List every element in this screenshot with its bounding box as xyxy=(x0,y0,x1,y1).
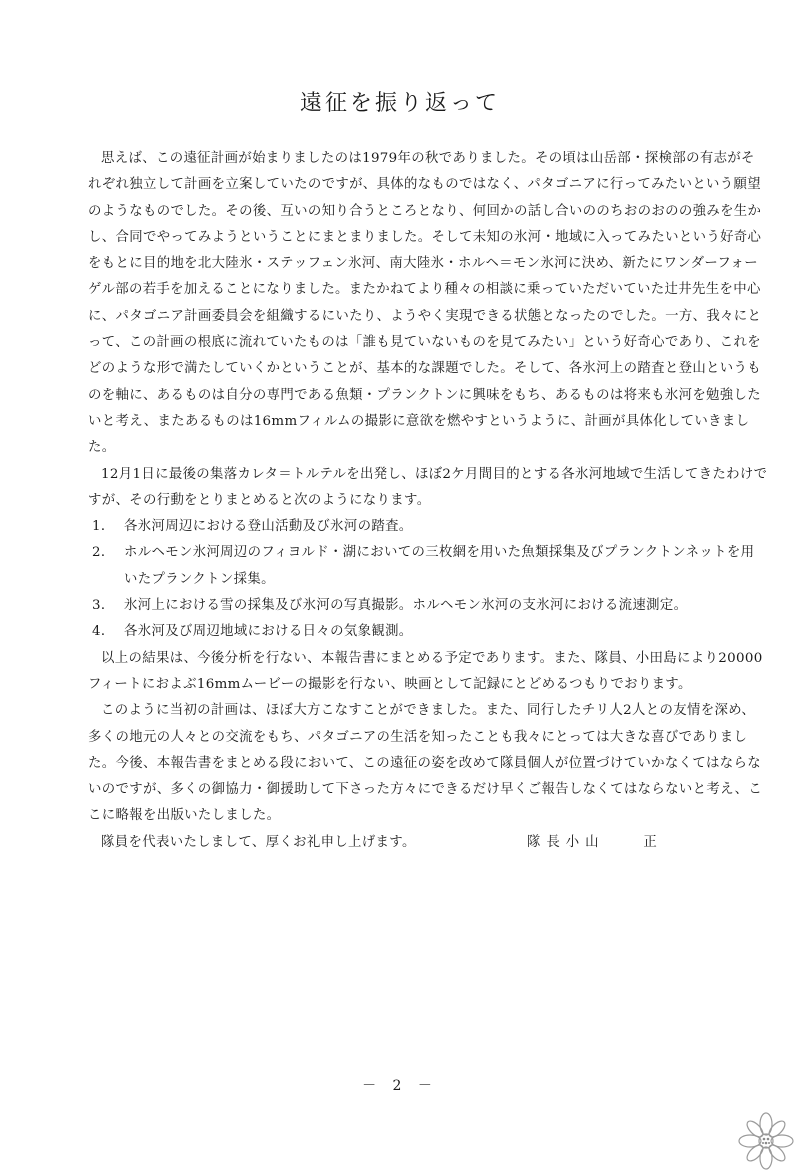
signature: 隊長小山 正 xyxy=(527,835,663,850)
paragraph-origin: 思えば、この遠征計画が始まりましたのは1979年の秋でありました。その頃は山岳部・探検部の有志がそれぞれ独立して計画を立案していたのですが、具体的なものではなく、パタゴニアに行ってみたいという願望のようなものでした。その後、互いの知り合うところとなり、何回かの話し合いののちおのおのの強みを生かし、合同でやってみようということにまとまりました。そして未知の氷河・地域に入ってみたいという好奇心をもとに目的地を北大陸氷・ステッフェン氷河、南大陸氷・ホルヘ＝モン氷河に決め、新たにワンダーフォーゲル部の若手を加えることになりました。またかねてより種々の相談に乗っていただいていた辻井先生を中心に、パタゴニア計画委員会を組織するにいたり、ようやく実現できる状態となったのでした。一方、我々にとって、この計画の根底に流れていたものは「誰も見ていないものを見てみたい」という好奇心であり、これをどのような形で満たしていくかということが、基本的な課題でした。そして、各氷河上の踏査と登山というものを軸に、あるものは自分の専門である魚類・プランクトンに興味をもち、あるものは将来も氷河を勉強したいと考え、またあるものは16mmフィルムの撮影に意欲を燃やすというように、計画が具体化していきました。 xyxy=(88,151,762,456)
list-item xyxy=(88,514,768,540)
page-number: － 2 － xyxy=(362,1078,438,1094)
paragraph-activities-intro: 12月1日に最後の集落カレタ＝トルテルを出発し、ほぼ2ケ月間目的とする各氷河地域で生活してきたわけですが、その行動をとりまとめると次のようになります。 xyxy=(88,466,768,508)
page-title: 遠征を振り返って xyxy=(299,91,500,116)
list-item xyxy=(88,540,768,593)
list-item-number: 3． xyxy=(92,598,115,614)
paragraph-results: 以上の結果は、今後分析を行ない、本報告書にまとめる予定であります。また、隊員、小田島により20000フィートにおよぶ16mmムービーの撮影を行ない、映画として記録にとどめるつもりでおります。 xyxy=(88,650,763,692)
paragraph-conclusion: このように当初の計画は、ほぼ大方こなすことができました。また、同行したチリ人2人との友情を深め、多くの地元の人々との交流をもち、パタゴニアの生活を知ったことも我々にとっては大きな喜びでありました。今後、本報告書をまとめる段において、この遠征の姿を改めて隊員個人が位置づけていかなくてはならないのですが、多くの御協力・御援助して下さった方々にできるだけ早くご報告しなくてはならないと考え、ここに略報を出版いたしました。 xyxy=(88,703,763,824)
list-item-text: 氷河上における雪の採集及び氷河の写真撮影。ホルヘモン氷河の支氷河における流速測定。 xyxy=(124,598,688,614)
activity-list xyxy=(88,514,768,645)
edelweiss-emblem-icon xyxy=(738,1112,794,1170)
list-item-text: ホルヘモン氷河周辺のフィヨルド・湖においての三枚網を用いた魚類採集及びプランクトンネットを用いたプランクトン採集。 xyxy=(124,545,755,587)
body-text xyxy=(88,146,768,856)
list-item-text: 各氷河及び周辺地域における日々の気象観測。 xyxy=(124,624,413,640)
list-item-number: 2． xyxy=(92,545,115,561)
list-item-number: 4． xyxy=(92,624,115,640)
list-item-text: 各氷河周辺における登山活動及び氷河の踏査。 xyxy=(124,519,413,535)
list-item xyxy=(88,593,768,619)
list-item xyxy=(88,619,768,645)
list-item-number: 1． xyxy=(92,519,115,535)
paragraph-thanks: 隊員を代表いたしまして、厚くお礼申し上げます。 xyxy=(101,834,416,850)
